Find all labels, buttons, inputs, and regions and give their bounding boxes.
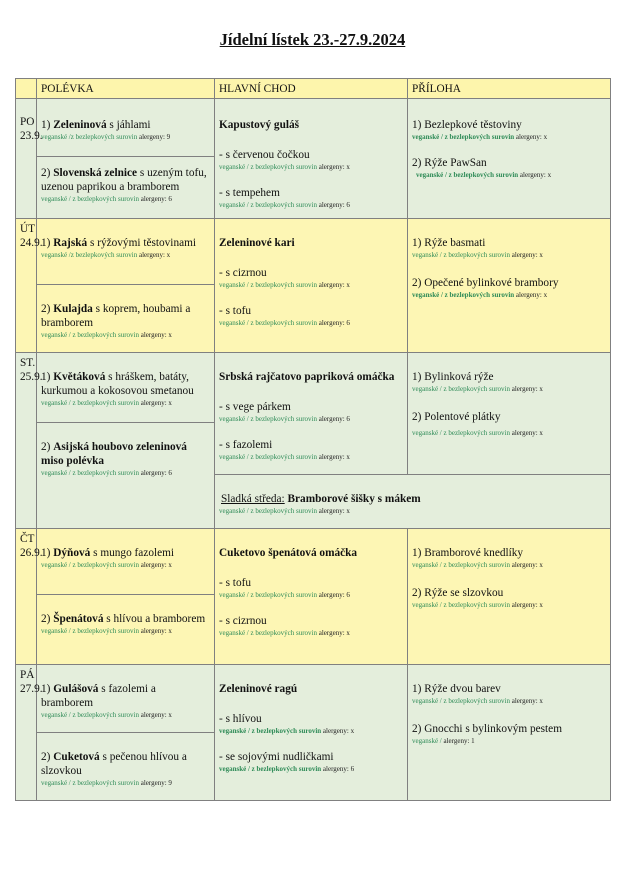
soup-cell: 2) Kulajda s koprem, houbami a bramborem veganské / z bezlepkových surovin alergeny: x <box>37 285 215 353</box>
main-title: Srbská rajčatovo papriková omáčka <box>219 371 395 383</box>
menu-table <box>15 78 611 801</box>
day-name: ÚT <box>20 223 36 235</box>
soup-name: Asijská houbovo zeleninová miso polévka <box>41 441 187 467</box>
day-row-ut <box>16 219 611 285</box>
day-cell <box>16 529 43 665</box>
day-row-ct <box>16 529 611 595</box>
day-date: 25.9. <box>20 371 43 383</box>
soup-name: Slovenská zelnice <box>53 167 138 179</box>
header-blank <box>16 79 37 99</box>
day-cell <box>16 353 43 529</box>
header-soup: POLÉVKA <box>37 79 215 99</box>
soup-cell: 1) Zeleninová s jáhlami veganské /z bezlepkových surovin alergeny: 9 <box>37 99 215 157</box>
day-date: 26.9. <box>20 547 43 559</box>
day-name: PÁ <box>20 669 35 681</box>
day-row-pa <box>16 665 611 733</box>
header-main: HLAVNÍ CHOD <box>215 79 408 99</box>
side-cell: 1) Rýže dvou barev veganské / z bezlepkových surovin alergeny: x 2) Gnocchi s bylinkovým pestem veganské / alergeny: 1 <box>408 665 611 801</box>
soup-cell: 1) Dýňová s mungo fazolemi veganské / z bezlepkových surovin alergeny: x <box>37 529 215 595</box>
main-cell: Cuketovo špenátová omáčka - s tofu veganské / z bezlepkových surovin alergeny: 6 - s cizrnou veganské / z bezlepkových surovin alergeny: x <box>215 529 408 665</box>
soup-cell: 2) Špenátová s hlívou a bramborem veganské / z bezlepkových surovin alergeny: x <box>37 595 215 665</box>
main-title: Zeleninové ragú <box>219 683 298 695</box>
main-cell: Zeleninové ragú - s hlívou veganské / z bezlepkových surovin alergeny: x - se sojovými nudličkami veganské / z bezlepkových surovin alergeny: 6 <box>215 665 408 801</box>
soup-name: Dýňová <box>53 547 91 559</box>
side-cell: 1) Bylinková rýže veganské / z bezlepkových surovin alergeny: x 2) Polentové plátky veganské / z bezlepkových surovin alergeny: x <box>408 353 611 475</box>
soup-name: Cuketová <box>53 751 100 763</box>
main-cell: Srbská rajčatovo papriková omáčka - s vege párkem veganské / z bezlepkových surovin alergeny: 6 - s fazolemi veganské / z bezlepkových surovin alergeny: x <box>215 353 408 475</box>
day-date: 27.9. <box>20 683 43 695</box>
soup-name: Zeleninová <box>53 119 107 131</box>
main-title: Kapustový guláš <box>219 119 300 131</box>
soup-cell: 2) Asijská houbovo zeleninová miso polévka veganské / z bezlepkových surovin alergeny: 6 <box>37 423 215 529</box>
header-side: PŘÍLOHA <box>408 79 611 99</box>
day-date: 24.9. <box>20 237 43 249</box>
day-name: ČT <box>20 533 35 545</box>
day-cell <box>16 99 43 219</box>
day-name: PO <box>20 116 35 128</box>
soup-cell: 2) Cuketová s pečenou hlívou a slzovkou veganské / z bezlepkových surovin alergeny: 9 <box>37 733 215 801</box>
soup-name: Gulášová <box>53 683 99 695</box>
day-name: ST. <box>20 357 36 369</box>
main-cell: Kapustový guláš - s červenou čočkou veganské / z bezlepkových surovin alergeny: x - s tempehem veganské / z bezlepkových surovin alergeny: 6 <box>215 99 408 219</box>
page-title: Jídelní lístek 23.-27.9.2024 <box>219 30 406 49</box>
main-cell: Zeleninové kari - s cizrnou veganské / z bezlepkových surovin alergeny: x - s tofu veganské / z bezlepkových surovin alergeny: 6 <box>215 219 408 353</box>
soup-name: Kulajda <box>53 303 93 315</box>
sweet-name: Bramborové šišky s mákem <box>284 493 421 505</box>
soup-cell: 1) Gulášová s fazolemi a bramborem veganské / z bezlepkových surovin alergeny: x <box>37 665 215 733</box>
sweet-label: Sladká středa: <box>221 493 285 505</box>
soup-name: Rajská <box>53 237 88 249</box>
sweet-wednesday-cell: Sladká středa: Bramborové šišky s mákem veganské / z bezlepkových surovin alergeny: x <box>215 475 611 529</box>
day-cell <box>16 219 43 353</box>
day-row-po <box>16 99 611 157</box>
side-cell: 1) Bezlepkové těstoviny veganské / z bezlepkových surovin alergeny: x 2) Rýže PawSan veganské / z bezlepkových surovin alergeny: x <box>408 99 611 219</box>
soup-cell: 1) Květáková s hráškem, batáty, kurkumou a kokosovou smetanou veganské / z bezlepkových surovin alergeny: x <box>37 353 215 423</box>
soup-cell: 2) Slovenská zelnice s uzeným tofu, uzenou paprikou a bramborem veganské / z bezlepkových surovin alergeny: 6 <box>37 157 215 219</box>
header-row <box>16 79 611 99</box>
side-cell: 1) Bramborové knedlíky veganské / z bezlepkových surovin alergeny: x 2) Rýže se slzovkou veganské / z bezlepkových surovin alergeny: x <box>408 529 611 665</box>
diet-tag: veganské /z bezlepkových surovin alergeny: 9 <box>41 133 171 141</box>
side-cell: 1) Rýže basmati veganské / z bezlepkových surovin alergeny: x 2) Opečené bylinkové brambory veganské / z bezlepkových surovin alergeny: x <box>408 219 611 353</box>
day-date: 23.9. <box>20 130 43 142</box>
soup-name: Špenátová <box>53 613 104 625</box>
day-cell <box>16 665 43 801</box>
day-row-st <box>16 353 611 423</box>
main-title: Zeleninové kari <box>219 237 295 249</box>
main-title: Cuketovo špenátová omáčka <box>219 547 358 559</box>
soup-cell: 1) Rajská s rýžovými těstovinami veganské /z bezlepkových surovin alergeny: x <box>37 219 215 285</box>
soup-name: Květáková <box>53 371 106 383</box>
